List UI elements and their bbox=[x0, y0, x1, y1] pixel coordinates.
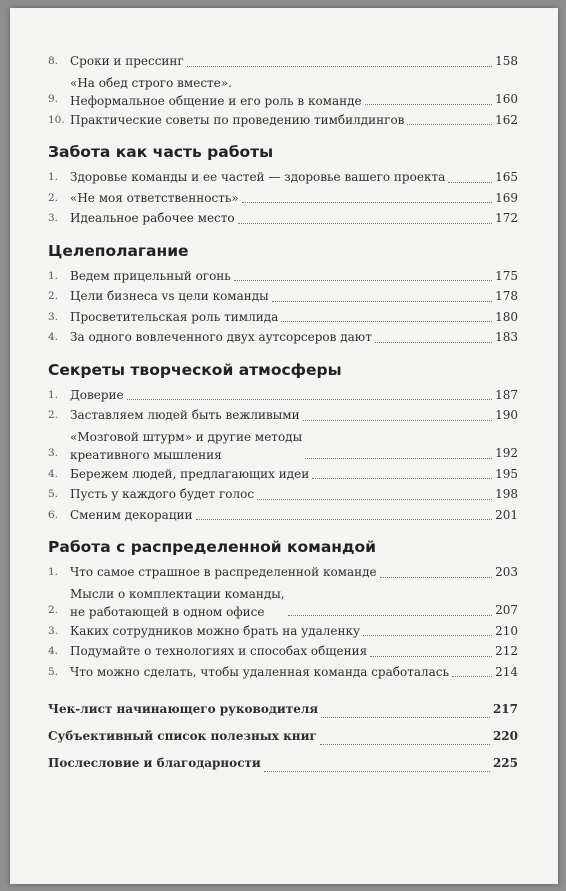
toc-entry[interactable] bbox=[48, 188, 518, 209]
spacer bbox=[48, 682, 518, 696]
entry-title bbox=[70, 464, 309, 485]
entry-title-line: Цели бизнеса vs цели команды bbox=[70, 289, 269, 303]
toc-entry[interactable] bbox=[48, 307, 518, 328]
entry-number: 1. bbox=[48, 269, 59, 282]
entry-number: 5. bbox=[48, 488, 59, 500]
book-page bbox=[10, 8, 558, 884]
entry-number: 4. bbox=[48, 331, 59, 343]
toc-entry[interactable] bbox=[48, 167, 518, 188]
entry-title-line: Каких сотрудников можно брать на удаленку bbox=[70, 623, 361, 638]
entry-title bbox=[70, 385, 124, 406]
entry-number: 1. bbox=[48, 566, 59, 578]
entry-title-line: Пусть у каждого будет голос bbox=[70, 487, 255, 501]
entry-number: 8. bbox=[48, 55, 59, 67]
entry-title-line: Сменим декорации bbox=[70, 507, 193, 522]
section-heading: Забота как часть работы bbox=[48, 143, 274, 161]
entry-number: 4. bbox=[48, 645, 59, 657]
entry-title bbox=[70, 167, 445, 188]
page-number: 158 bbox=[495, 54, 518, 68]
toc-entry[interactable] bbox=[48, 72, 518, 110]
toc-entry[interactable] bbox=[48, 51, 518, 72]
dot-leader bbox=[288, 615, 492, 616]
entry-number: 2. bbox=[48, 604, 59, 616]
dot-leader bbox=[312, 478, 492, 479]
entry-title bbox=[70, 266, 231, 287]
page-number: 207 bbox=[495, 603, 518, 617]
toc-entry[interactable] bbox=[48, 426, 518, 464]
page-number: 225 bbox=[492, 756, 518, 770]
dot-leader bbox=[127, 399, 492, 400]
entry-title-line: Просветительская роль тимлида bbox=[70, 309, 279, 324]
entry-title bbox=[70, 188, 239, 209]
dot-leader bbox=[281, 321, 492, 322]
section-heading: Секреты творческой атмосферы bbox=[48, 360, 342, 379]
page-number: 195 bbox=[495, 466, 518, 481]
page-number: 220 bbox=[492, 729, 518, 743]
page-number: 165 bbox=[495, 170, 518, 184]
dot-leader bbox=[196, 519, 493, 520]
table-of-contents bbox=[48, 51, 518, 777]
toc-entry[interactable] bbox=[48, 583, 518, 621]
entry-number: 1. bbox=[48, 388, 59, 401]
dot-leader bbox=[320, 744, 490, 745]
toc-entry[interactable] bbox=[48, 110, 518, 131]
page-number: 169 bbox=[495, 190, 518, 205]
toc-entry[interactable] bbox=[48, 641, 518, 662]
entry-title bbox=[70, 585, 285, 621]
toc-appendix-entry[interactable] bbox=[48, 696, 518, 723]
entry-number: 2. bbox=[48, 409, 59, 421]
section-heading: Работа с распределенной командой bbox=[48, 538, 377, 556]
entry-title bbox=[70, 307, 278, 328]
page-number: 178 bbox=[495, 289, 518, 303]
toc-appendix-entry[interactable] bbox=[48, 750, 518, 777]
page-number: 210 bbox=[495, 623, 518, 638]
entry-title: Чек-лист начинающего руководителя bbox=[48, 702, 319, 716]
entry-number: 9. bbox=[48, 93, 59, 105]
page-number: 160 bbox=[495, 92, 518, 106]
dot-leader bbox=[452, 676, 492, 677]
dot-leader bbox=[375, 342, 492, 343]
entry-title bbox=[70, 621, 360, 642]
toc-entry[interactable] bbox=[48, 484, 518, 505]
entry-title-line: «Мозговой штурм» и другие методы bbox=[70, 429, 303, 444]
entry-title-line: креативного мышления bbox=[70, 447, 222, 462]
entry-title bbox=[70, 405, 300, 426]
page-number: 183 bbox=[495, 330, 518, 344]
entry-number: 10. bbox=[48, 113, 65, 126]
dot-leader bbox=[380, 577, 492, 578]
toc-entry[interactable] bbox=[48, 385, 518, 406]
entry-title bbox=[70, 641, 367, 662]
entry-title bbox=[70, 327, 372, 348]
entry-title bbox=[70, 562, 377, 583]
page-number: 190 bbox=[495, 408, 518, 422]
entry-title-line: «Не моя ответственность» bbox=[70, 190, 239, 205]
entry-number: 3. bbox=[48, 624, 59, 637]
entry-title-line: «На обед строго вместе». bbox=[70, 75, 232, 90]
entry-title-line: За одного вовлеченного двух аутсорсеров дают bbox=[70, 330, 372, 344]
entry-title-line: Доверие bbox=[70, 387, 124, 402]
entry-title bbox=[70, 74, 362, 110]
toc-entry[interactable] bbox=[48, 327, 518, 348]
page-number: 212 bbox=[495, 644, 518, 658]
entry-number: 4. bbox=[48, 467, 59, 480]
entry-title bbox=[70, 484, 254, 505]
entry-title-line: Что самое страшное в распределенной команде bbox=[70, 565, 377, 579]
page-number: 192 bbox=[495, 446, 518, 460]
entry-title bbox=[70, 110, 404, 131]
entry-title bbox=[70, 428, 302, 464]
dot-leader bbox=[321, 717, 490, 718]
dot-leader bbox=[370, 656, 492, 657]
entry-title-line: Что можно сделать, чтобы удаленная команда сработалась bbox=[70, 664, 450, 679]
dot-leader bbox=[365, 104, 492, 105]
page-number: 198 bbox=[495, 487, 518, 501]
entry-title bbox=[70, 51, 184, 72]
toc-entry[interactable] bbox=[48, 505, 518, 526]
dot-leader bbox=[264, 771, 490, 772]
page-number: 214 bbox=[495, 664, 518, 679]
toc-entry[interactable] bbox=[48, 621, 518, 642]
entry-number: 3. bbox=[48, 310, 59, 323]
entry-number: 3. bbox=[48, 447, 59, 459]
dot-leader bbox=[234, 280, 492, 281]
dot-leader bbox=[303, 420, 492, 421]
dot-leader bbox=[363, 635, 492, 636]
entry-title bbox=[70, 505, 193, 526]
entry-number: 5. bbox=[48, 665, 59, 678]
entry-title bbox=[70, 662, 449, 683]
dot-leader bbox=[238, 223, 492, 224]
toc-entry[interactable] bbox=[48, 208, 518, 229]
entry-number: 2. bbox=[48, 290, 59, 302]
entry-number: 2. bbox=[48, 191, 59, 204]
entry-title-line: Заставляем людей быть вежливыми bbox=[70, 408, 300, 422]
entry-number: 6. bbox=[48, 508, 59, 521]
section-heading: Целеполагание bbox=[48, 241, 189, 260]
entry-title-line: Подумайте о технологиях и способах общения bbox=[70, 644, 368, 658]
entry-title-line: Идеальное рабочее место bbox=[70, 211, 235, 225]
toc-entry[interactable] bbox=[48, 562, 518, 583]
dot-leader bbox=[242, 202, 492, 203]
entry-title-line: Мысли о комплектации команды, bbox=[70, 586, 285, 601]
page-number: 175 bbox=[495, 268, 518, 283]
entry-title bbox=[70, 208, 235, 229]
dot-leader bbox=[448, 182, 492, 183]
entry-title-line: Практические советы по проведению тимбилдингов bbox=[70, 112, 405, 127]
dot-leader bbox=[257, 499, 492, 500]
page-number: 201 bbox=[495, 507, 518, 522]
page-number: 217 bbox=[492, 702, 518, 716]
dot-leader bbox=[407, 124, 492, 125]
entry-title: Послесловие и благодарности bbox=[48, 756, 261, 770]
toc-entry[interactable] bbox=[48, 662, 518, 683]
toc-entry[interactable] bbox=[48, 266, 518, 287]
page-number: 172 bbox=[495, 211, 518, 225]
entry-number: 1. bbox=[48, 171, 59, 183]
entry-title-line: Сроки и прессинг bbox=[70, 54, 184, 68]
page-number: 162 bbox=[495, 112, 518, 127]
entry-title bbox=[70, 286, 269, 307]
entry-number: 3. bbox=[48, 212, 59, 224]
dot-leader bbox=[187, 66, 492, 67]
toc-entry[interactable] bbox=[48, 286, 518, 307]
toc-entry[interactable] bbox=[48, 464, 518, 485]
entry-title-line: не работающей в одном офисе bbox=[70, 604, 265, 619]
page-number: 203 bbox=[495, 565, 518, 579]
entry-title-line: Здоровье команды и ее частей — здоровье вашего проекта bbox=[70, 170, 446, 184]
page-number: 180 bbox=[495, 309, 518, 324]
dot-leader bbox=[305, 458, 492, 459]
dot-leader bbox=[272, 301, 492, 302]
toc-appendix-entry[interactable] bbox=[48, 723, 518, 750]
entry-title-line: Неформальное общение и его роль в команде bbox=[70, 93, 362, 108]
entry-title: Субъективный список полезных книг bbox=[48, 729, 317, 743]
page-number: 187 bbox=[495, 387, 518, 402]
toc-entry[interactable] bbox=[48, 405, 518, 426]
entry-title-line: Бережем людей, предлагающих идеи bbox=[70, 466, 310, 481]
entry-title-line: Ведем прицельный огонь bbox=[70, 268, 231, 283]
